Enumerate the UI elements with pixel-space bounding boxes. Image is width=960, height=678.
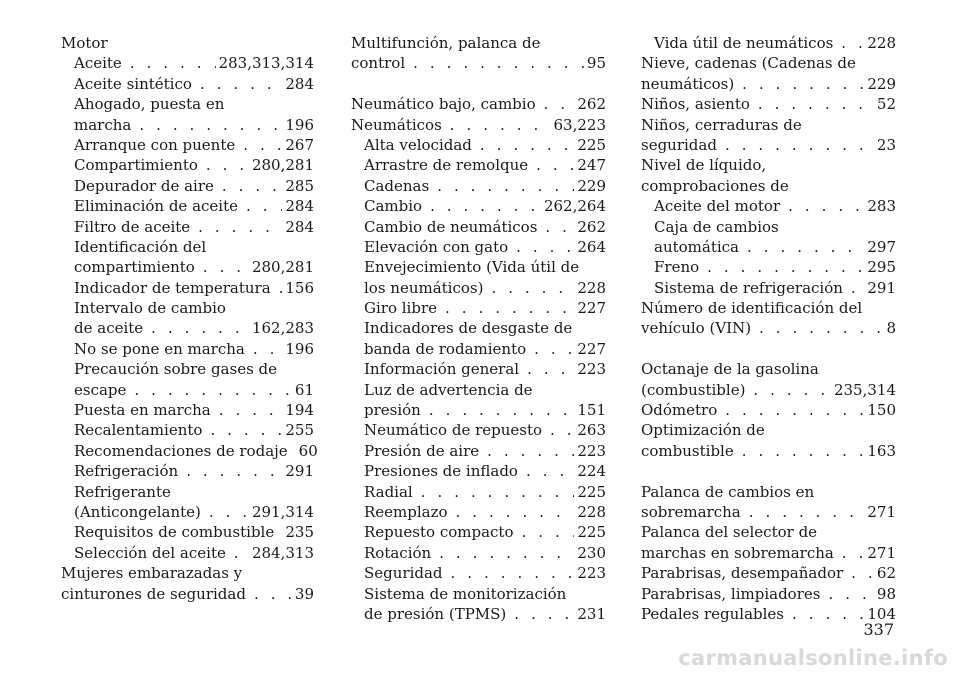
leader-dots <box>545 217 574 237</box>
index-entry-text: Ahogado, puesta en <box>74 95 225 114</box>
index-column-3 <box>641 33 896 624</box>
index-entry <box>61 563 314 583</box>
index-subentry <box>641 237 896 257</box>
index-entry-text: Elevación con gato <box>364 237 509 256</box>
index-entry-text: Filtro de aceite <box>74 217 191 236</box>
index-page-ref: 255 <box>285 421 314 440</box>
index-entry <box>351 115 606 135</box>
index-entry <box>641 380 896 400</box>
index-page-ref: 230 <box>577 543 606 562</box>
index-entry-text: marchas en sobremarcha <box>641 543 834 562</box>
index-subentry <box>351 461 606 481</box>
index-entry-text: comprobaciones de <box>641 176 789 195</box>
index-page-ref: 196 <box>285 339 314 358</box>
index-page-ref: 291 <box>285 462 314 481</box>
index-entry <box>641 359 896 379</box>
leader-dots <box>151 318 249 338</box>
leader-dots <box>210 420 282 440</box>
index-subentry <box>351 502 606 522</box>
index-entry-text: escape <box>74 380 127 399</box>
index-entry-text: Información general <box>364 360 520 379</box>
index-subentry <box>61 339 314 359</box>
index-subentry <box>351 237 606 257</box>
leader-dots <box>445 298 574 318</box>
index-page-ref: 284,313 <box>251 543 314 562</box>
index-entry-text: Recomendaciones de rodaje <box>74 441 288 460</box>
index-subentry <box>351 522 606 542</box>
leader-dots <box>544 94 575 114</box>
index-entry-text: Palanca del selector de <box>641 523 818 542</box>
index-page-ref: 262 <box>577 95 606 114</box>
leader-dots <box>842 543 865 563</box>
index-entry-text: Indicador de temperatura <box>74 278 271 297</box>
index-entry-text: Radial <box>364 482 413 501</box>
index-subentry <box>351 604 606 624</box>
index-page-ref: 227 <box>577 339 606 358</box>
index-entry-text: Requisitos de combustible <box>74 523 275 542</box>
index-page-ref: 229 <box>867 74 896 93</box>
index-entry-text: marcha <box>74 115 132 134</box>
index-entry-text: Repuesto compacto <box>364 523 514 542</box>
index-page-ref: 156 <box>285 278 314 297</box>
index-page-ref: 39 <box>294 584 314 603</box>
leader-dots <box>139 115 282 135</box>
leader-dots <box>253 339 283 359</box>
index-entry-text: Neumático bajo, cambio <box>351 95 536 114</box>
index-subentry <box>641 196 896 216</box>
index-subentry <box>351 420 606 440</box>
index-subentry <box>61 298 314 318</box>
index-entry <box>641 584 896 604</box>
watermark-logo: carmanualsonline.info <box>678 646 948 670</box>
index-subentry <box>351 298 606 318</box>
index-page-ref: 61 <box>294 380 314 399</box>
index-entry <box>641 74 896 94</box>
leader-dots <box>749 502 865 522</box>
index-page-ref: 223 <box>577 564 606 583</box>
index-page-ref: 225 <box>577 482 606 501</box>
index-entry-text: sobremarcha <box>641 502 741 521</box>
leader-dots <box>279 278 283 298</box>
leader-dots <box>480 135 574 155</box>
index-entry-text: vehículo (VIN) <box>641 319 752 338</box>
index-page-ref: 285 <box>285 176 314 195</box>
index-page-ref: 63,223 <box>553 115 606 134</box>
index-column-1 <box>61 33 318 604</box>
index-subentry <box>61 196 314 216</box>
index-entry-text: Indicadores de desgaste de <box>364 319 573 338</box>
leader-dots <box>759 318 883 338</box>
index-page-ref: 247 <box>577 156 606 175</box>
index-entry-text: Aceite <box>74 54 122 73</box>
index-subentry <box>61 380 314 400</box>
index-subentry <box>61 217 314 237</box>
leader-dots <box>527 359 574 379</box>
index-page-ref: 271 <box>867 502 896 521</box>
index-entry <box>641 502 896 522</box>
index-page-ref: 229 <box>577 176 606 195</box>
index-page-ref: 262 <box>577 217 606 236</box>
index-entry <box>641 420 896 440</box>
index-subentry <box>61 94 314 114</box>
index-entry-text: Cambio <box>364 197 423 216</box>
index-subentry <box>351 359 606 379</box>
index-entry-text: Parabrisas, limpiadores <box>641 584 821 603</box>
index-page-ref: 194 <box>285 401 314 420</box>
index-page-ref: 151 <box>577 401 606 420</box>
leader-dots <box>254 584 292 604</box>
index-subentry <box>351 318 606 338</box>
index-page-ref: 224 <box>577 462 606 481</box>
index-subentry <box>61 420 314 440</box>
index-spacer <box>641 339 896 359</box>
leader-dots <box>437 176 574 196</box>
index-entry <box>61 584 314 604</box>
leader-dots <box>429 400 575 420</box>
leader-dots <box>851 563 874 583</box>
leader-dots <box>792 604 864 624</box>
index-entry-text: banda de rodamiento <box>364 339 527 358</box>
index-page-ref: 98 <box>876 584 896 603</box>
index-entry-text: Neumáticos <box>351 115 442 134</box>
index-entry <box>641 94 896 114</box>
index-subentry <box>61 441 318 461</box>
index-page-ref: 223 <box>577 360 606 379</box>
index-subentry <box>351 176 606 196</box>
index-entry-text: (Anticongelante) <box>74 502 201 521</box>
index-entry-text: Nivel de líquido, <box>641 156 767 175</box>
index-subentry <box>351 380 606 400</box>
index-entry-text: seguridad <box>641 135 717 154</box>
index-entry-text: Seguridad <box>364 564 443 583</box>
index-page-ref: 267 <box>285 135 314 154</box>
leader-dots <box>851 278 864 298</box>
index-subentry <box>61 237 314 257</box>
index-entry <box>641 318 896 338</box>
index-page-ref: 235,314 <box>833 380 896 399</box>
leader-dots <box>430 196 541 216</box>
leader-dots <box>747 237 864 257</box>
index-entry-text: Caja de cambios <box>654 217 779 236</box>
leader-dots <box>707 257 864 277</box>
index-entry <box>351 33 606 53</box>
leader-dots <box>550 420 574 440</box>
index-page-ref: 262,264 <box>543 197 606 216</box>
index-subentry <box>351 278 606 298</box>
index-entry-text: Identificación del <box>74 237 207 256</box>
index-entry <box>641 543 896 563</box>
index-subentry <box>351 584 606 604</box>
index-subentry <box>351 563 606 583</box>
index-entry <box>641 400 896 420</box>
index-page-ref: 295 <box>867 258 896 277</box>
index-page-ref: 163 <box>867 441 896 460</box>
index-subentry <box>61 482 314 502</box>
leader-dots <box>134 380 292 400</box>
leader-dots <box>222 176 282 196</box>
index-page-ref: 280,281 <box>251 156 314 175</box>
index-entry-text: de presión (TPMS) <box>364 604 507 623</box>
index-entry-text: Puesta en marcha <box>74 401 211 420</box>
index-entry <box>641 522 896 542</box>
index-subentry <box>641 217 896 237</box>
index-entry-text: Parabrisas, desempañador <box>641 564 844 583</box>
index-subentry <box>61 135 314 155</box>
leader-dots <box>841 33 864 53</box>
leader-dots <box>198 217 282 237</box>
leader-dots <box>536 155 574 175</box>
index-subentry <box>351 135 606 155</box>
index-entry-text: cinturones de seguridad <box>61 584 246 603</box>
index-page-ref: 227 <box>577 299 606 318</box>
leader-dots <box>421 482 575 502</box>
leader-dots <box>758 94 874 114</box>
index-subentry <box>61 278 314 298</box>
index-entry-text: compartimiento <box>74 258 195 277</box>
index-entry-text: combustible <box>641 441 734 460</box>
index-page-ref: 150 <box>867 401 896 420</box>
index-subentry <box>351 196 606 216</box>
index-entry <box>641 563 896 583</box>
leader-dots <box>209 502 249 522</box>
leader-dots <box>753 380 831 400</box>
index-entry <box>61 33 314 53</box>
index-entry <box>641 176 896 196</box>
index-page-ref: 225 <box>577 523 606 542</box>
index-entry-text: Pedales regulables <box>641 604 785 623</box>
index-subentry <box>61 400 314 420</box>
index-entry-text: Vida útil de neumáticos <box>654 34 834 52</box>
index-entry <box>351 53 606 73</box>
index-page-ref: 223 <box>577 441 606 460</box>
index-spacer <box>351 74 606 94</box>
leader-dots <box>487 441 574 461</box>
leader-dots <box>522 522 575 542</box>
index-page-ref: 225 <box>577 135 606 154</box>
leader-dots <box>219 400 283 420</box>
index-page-ref: 228 <box>577 278 606 297</box>
index-entry-text: Arranque con puente <box>74 135 236 154</box>
index-entry-text: Refrigerante <box>74 482 171 501</box>
index-entry <box>641 482 896 502</box>
index-subentry <box>61 74 314 94</box>
index-subentry <box>351 400 606 420</box>
index-entry-text: Mujeres embarazadas y <box>61 564 243 583</box>
index-subentry <box>351 482 606 502</box>
leader-dots <box>742 74 864 94</box>
leader-dots <box>788 196 864 216</box>
index-entry-text: Niños, cerraduras de <box>641 115 802 134</box>
index-page-ref: 263 <box>577 421 606 440</box>
index-page-ref: 196 <box>285 115 314 134</box>
index-entry-text: Niños, asiento <box>641 95 750 114</box>
index-entry-text: Refrigeración <box>74 462 179 481</box>
index-subentry <box>61 318 314 338</box>
index-entry-text: Octanaje de la gasolina <box>641 360 819 379</box>
index-entry-text: Número de identificación del <box>641 299 863 318</box>
leader-dots <box>206 155 249 175</box>
index-entry-text: Recalentamiento <box>74 421 203 440</box>
index-entry-text: Presiones de inflado <box>364 462 518 481</box>
index-entry-text: Selección del aceite <box>74 543 226 562</box>
leader-dots <box>200 74 282 94</box>
index-entry-text: control <box>351 54 406 73</box>
index-entry-text: Intervalo de cambio <box>74 299 226 318</box>
index-entry-text: (combustible) <box>641 380 746 399</box>
leader-dots <box>451 563 575 583</box>
index-entry-text: Cambio de neumáticos <box>364 217 538 236</box>
index-entry <box>641 115 896 135</box>
index-page-ref: 231 <box>577 604 606 623</box>
leader-dots <box>439 543 574 563</box>
index-page-ref: 104 <box>867 604 896 623</box>
index-entry-text: Optimización de <box>641 421 765 440</box>
index-entry-text: Cadenas <box>364 176 430 195</box>
index-entry <box>641 604 896 624</box>
index-page-ref: 228 <box>577 502 606 521</box>
leader-dots <box>725 135 874 155</box>
leader-dots <box>130 53 216 73</box>
index-page-ref: 228 <box>867 34 896 52</box>
leader-dots <box>514 604 574 624</box>
index-page-ref: 283,313,314 <box>218 54 314 73</box>
index-subentry <box>641 33 896 53</box>
index-entry-text: Luz de advertencia de <box>364 380 533 399</box>
index-entry-text: Sistema de monitorización <box>364 584 567 603</box>
leader-dots <box>450 115 551 135</box>
index-subentry <box>61 543 314 563</box>
index-subentry <box>61 359 314 379</box>
index-entry-text: Aceite del motor <box>654 197 781 216</box>
index-subentry <box>351 543 606 563</box>
index-subentry <box>61 502 314 522</box>
index-page-ref: 297 <box>867 237 896 256</box>
index-entry-text: Alta velocidad <box>364 135 472 154</box>
index-page-ref: 284 <box>285 74 314 93</box>
index-entry-text: Depurador de aire <box>74 176 214 195</box>
leader-dots <box>491 278 574 298</box>
index-page-ref: 291 <box>867 278 896 297</box>
index-entry <box>641 53 896 73</box>
leader-dots <box>456 502 575 522</box>
index-subentry <box>641 257 896 277</box>
index-page-ref: 62 <box>876 564 896 583</box>
leader-dots <box>234 543 249 563</box>
leader-dots <box>828 584 873 604</box>
index-entry-text: Multifunción, palanca de <box>351 34 541 52</box>
index-page-ref: 284 <box>285 197 314 216</box>
leader-dots <box>534 339 574 359</box>
index-entry-text: Odómetro <box>641 401 718 420</box>
index-entry-text: Palanca de cambios en <box>641 482 815 501</box>
index-entry-text: Neumático de repuesto <box>364 421 543 440</box>
leader-dots <box>243 135 282 155</box>
index-subentry <box>61 155 314 175</box>
index-page-ref: 95 <box>586 54 606 73</box>
leader-dots <box>186 461 282 481</box>
index-subentry <box>351 217 606 237</box>
index-subentry <box>61 522 314 542</box>
index-entry-text: Reemplazo <box>364 502 448 521</box>
index-page-ref: 280,281 <box>251 258 314 277</box>
leader-dots <box>725 400 864 420</box>
leader-dots <box>246 196 282 216</box>
index-page-ref: 23 <box>876 135 896 154</box>
index-page-ref: 52 <box>876 95 896 114</box>
index-entry-text: Arrastre de remolque <box>364 156 529 175</box>
index-entry-text: Presión de aire <box>364 441 480 460</box>
index-page-ref: 264 <box>577 237 606 256</box>
index-subentry <box>351 339 606 359</box>
index-page-ref: 60 <box>298 441 318 460</box>
index-entry <box>641 155 896 175</box>
index-page-ref: 291,314 <box>251 502 314 521</box>
index-subentry <box>61 115 314 135</box>
index-subentry <box>61 53 314 73</box>
index-entry <box>641 298 896 318</box>
index-entry-text: Precaución sobre gases de <box>74 360 278 379</box>
index-entry-text: No se pone en marcha <box>74 339 245 358</box>
index-subentry <box>351 155 606 175</box>
index-spacer <box>641 461 896 481</box>
index-entry-text: automática <box>654 237 739 256</box>
leader-dots <box>203 257 249 277</box>
index-entry-text: Nieve, cadenas (Cadenas de <box>641 54 856 73</box>
index-column-2 <box>351 33 606 624</box>
index-entry-text: Freno <box>654 258 700 277</box>
index-subentry <box>61 176 314 196</box>
index-subentry <box>641 278 896 298</box>
index-entry-text: Rotación <box>364 543 432 562</box>
leader-dots <box>413 53 584 73</box>
index-entry <box>641 441 896 461</box>
index-entry-text: Motor <box>61 34 108 52</box>
index-page-ref: 235 <box>285 523 314 542</box>
index-subentry <box>61 461 314 481</box>
leader-dots <box>742 441 865 461</box>
index-subentry <box>351 257 606 277</box>
index-entry <box>351 94 606 114</box>
page-number: 337 <box>863 620 894 639</box>
index-entry-text: neumáticos) <box>641 74 735 93</box>
index-entry-text: Compartimiento <box>74 156 198 175</box>
index-entry-text: presión <box>364 401 421 420</box>
index-page-ref: 283 <box>867 197 896 216</box>
index-page-ref: 271 <box>867 543 896 562</box>
index-entry-text: los neumáticos) <box>364 278 484 297</box>
index-subentry <box>61 257 314 277</box>
index-page-ref: 284 <box>285 217 314 236</box>
index-entry-text: Sistema de refrigeración <box>654 278 843 297</box>
index-subentry <box>351 441 606 461</box>
index-entry <box>641 135 896 155</box>
index-entry-text: de aceite <box>74 319 144 338</box>
index-entry-text: Envejecimiento (Vida útil de <box>364 258 580 277</box>
index-page-ref: 162,283 <box>251 319 314 338</box>
index-entry-text: Eliminación de aceite <box>74 197 238 216</box>
leader-dots <box>516 237 574 257</box>
leader-dots <box>526 461 574 481</box>
index-entry-text: Aceite sintético <box>74 74 192 93</box>
index-page-ref: 8 <box>886 319 896 338</box>
index-entry-text: Giro libre <box>364 299 437 318</box>
